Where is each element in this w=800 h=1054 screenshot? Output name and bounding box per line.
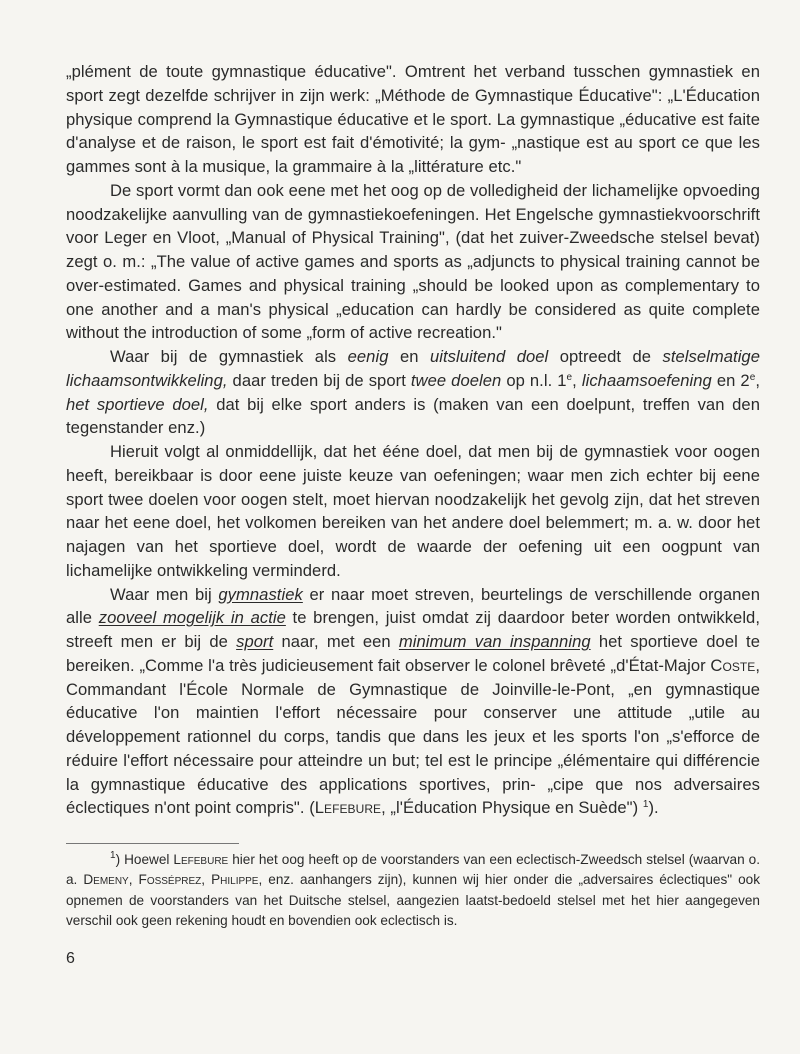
footnote-paragraph [66, 850, 760, 932]
text-run: en 2 [711, 370, 750, 390]
text-run: dat bij elke sport anders is (maken van een doelpunt, treffen van den tegenstander enz.) [66, 394, 760, 438]
superscript-text: 1 [110, 850, 116, 861]
text-run: ). [648, 798, 659, 818]
text-run: hier het oog heeft op de voorstanders van een eclectisch-Zweedsch stelsel (waarvan o. a. [66, 852, 760, 888]
text-run: er naar moet streven, beurtelings de verschillende organen alle [66, 584, 760, 628]
text-run: „plément de toute gymnastique éducative". Omtrent het verband tusschen gymnastiek en sport zegt dezelfde schrijver in zijn werk: „Méthode de Gymnastique Éducative": „L'Éducation physique comprend la Gymnastique éducative et le sport. La gymnastique „éducative est faite d'analyse et de raison, le sport est fait d'émotivité; la gym- „nastique est au sport ce que les gammes sont à la musique, la grammaire à la „littérature etc." [66, 62, 760, 176]
footnote-divider [66, 843, 239, 844]
text-run: , enz. aanhangers zijn), kunnen wij hier onder die „adversaires éclectiques" ook opnemen de voorstanders van het Duitsche stelsel, aangezien laatst-bedoeld stelsel met het hier aangegeven verschil ook geen rekening houdt en bovendien ook eclectisch is. [66, 872, 760, 929]
emphasis-text: minimum van inspanning [398, 632, 591, 651]
superscript-text: 1 [642, 799, 649, 811]
text-run: , [201, 872, 212, 888]
superscript-text: e [566, 371, 573, 383]
emphasis-text: sport [236, 632, 274, 651]
emphasis-text: lichaamsoefening [581, 370, 712, 390]
text-run: , [755, 370, 760, 390]
text-run: , Commandant l'École Normale de Gymnastique de Joinville-le-Pont, „en gymnastique éducative l'on maintien l'effort nécessaire pour conserver une attitude „utile au développement rationnel du corps, tandis que dans les jeux et les sports l'on „s'efforce de réduire l'effort nécessaire pour atteindre un but; tel est le principe „élémentaire qui différencie la gymnastique éducative des applications sportives, prin- „cipe que nos adversaires éclectiques n'ont point compris". ( [66, 655, 760, 818]
paragraph [66, 583, 760, 821]
emphasis-text: Philippe [211, 872, 259, 888]
emphasis-text: het sportieve doel, [66, 394, 209, 414]
text-run: en [388, 347, 430, 366]
text-run: ) Hoewel [115, 852, 174, 867]
text-run: , [128, 872, 139, 888]
emphasis-text: gymnastiek [218, 584, 303, 604]
text-run: naar, met een [273, 632, 399, 651]
emphasis-text: twee doelen [410, 370, 502, 390]
paragraph [66, 440, 760, 583]
text-run: Waar bij de gymnastiek als [110, 347, 348, 366]
paragraph [66, 60, 760, 179]
emphasis-text: Coste [710, 655, 756, 675]
paragraph [66, 179, 760, 345]
text-run: , [572, 370, 582, 390]
text-run: De sport vormt dan ook eene met het oog op de volledigheid der lichamelijke opvoeding noodzakelijke aanvulling van de gymnastiekoefeningen. Het Engelsche gymnastiekvoorschrift voor Leger en Vloot, „Manual of Physical Training", (dat het zuiver-Zweedsche stelsel bevat) zegt o. m.: „The value of active games and sports as „adjuncts to physical training cannot be over-estimated. Games and physical training „should be looked upon as complementary to one another and a man's physical „education can hardly be considered as quite complete without the introduction of some „form of active recreation." [66, 180, 760, 343]
text-run: , „l'Éducation Physique en Suède") [381, 798, 643, 818]
emphasis-text: Lefebure [314, 798, 382, 818]
emphasis-text: zooveel mogelijk in actie [98, 608, 286, 628]
emphasis-text: stelselmatige lichaamsontwikkeling, [66, 347, 760, 390]
body-text [66, 60, 760, 820]
text-run: op n.l. 1 [501, 370, 567, 390]
footnote [66, 850, 760, 932]
emphasis-text: uitsluitend doel [429, 347, 549, 366]
text-run: het sportieve doel te bereiken. „Comme l'a très judicieusement fait observer le colonel brêveté „d'État-Major [66, 632, 760, 675]
emphasis-text: Fosséprez [138, 872, 202, 888]
paragraph [66, 345, 760, 440]
page-number: 6 [66, 950, 75, 967]
emphasis-text: eenig [347, 347, 389, 366]
emphasis-text: Lefebure [173, 852, 229, 867]
text-run: daar treden bij de sport [227, 370, 411, 390]
text-run: optreedt de [548, 347, 663, 366]
text-run: Hieruit volgt al onmiddellijk, dat het ééne doel, dat men bij de gymnastiek voor oogen heeft, bereikbaar is door eene juiste keuze van oefeningen; waar men zich echter bij eene sport twee doelen voor oogen stelt, moet hiervan noodzakelijk het gevolg zijn, dat het streven naar het eene doel, het volkomen bereiken van het andere doel belemmert; m. a. w. door het najagen van het sportieve doel, wordt de waarde der oefening uit een oogpunt van lichamelijke ontwikkeling verminderd. [66, 442, 760, 580]
superscript-text: e [749, 371, 756, 383]
text-run: te brengen, juist omdat zij daardoor beter worden ontwikkeld, streeft men er bij de [66, 608, 760, 651]
text-run: Waar men bij [110, 584, 219, 604]
emphasis-text: Demeny [83, 872, 129, 888]
